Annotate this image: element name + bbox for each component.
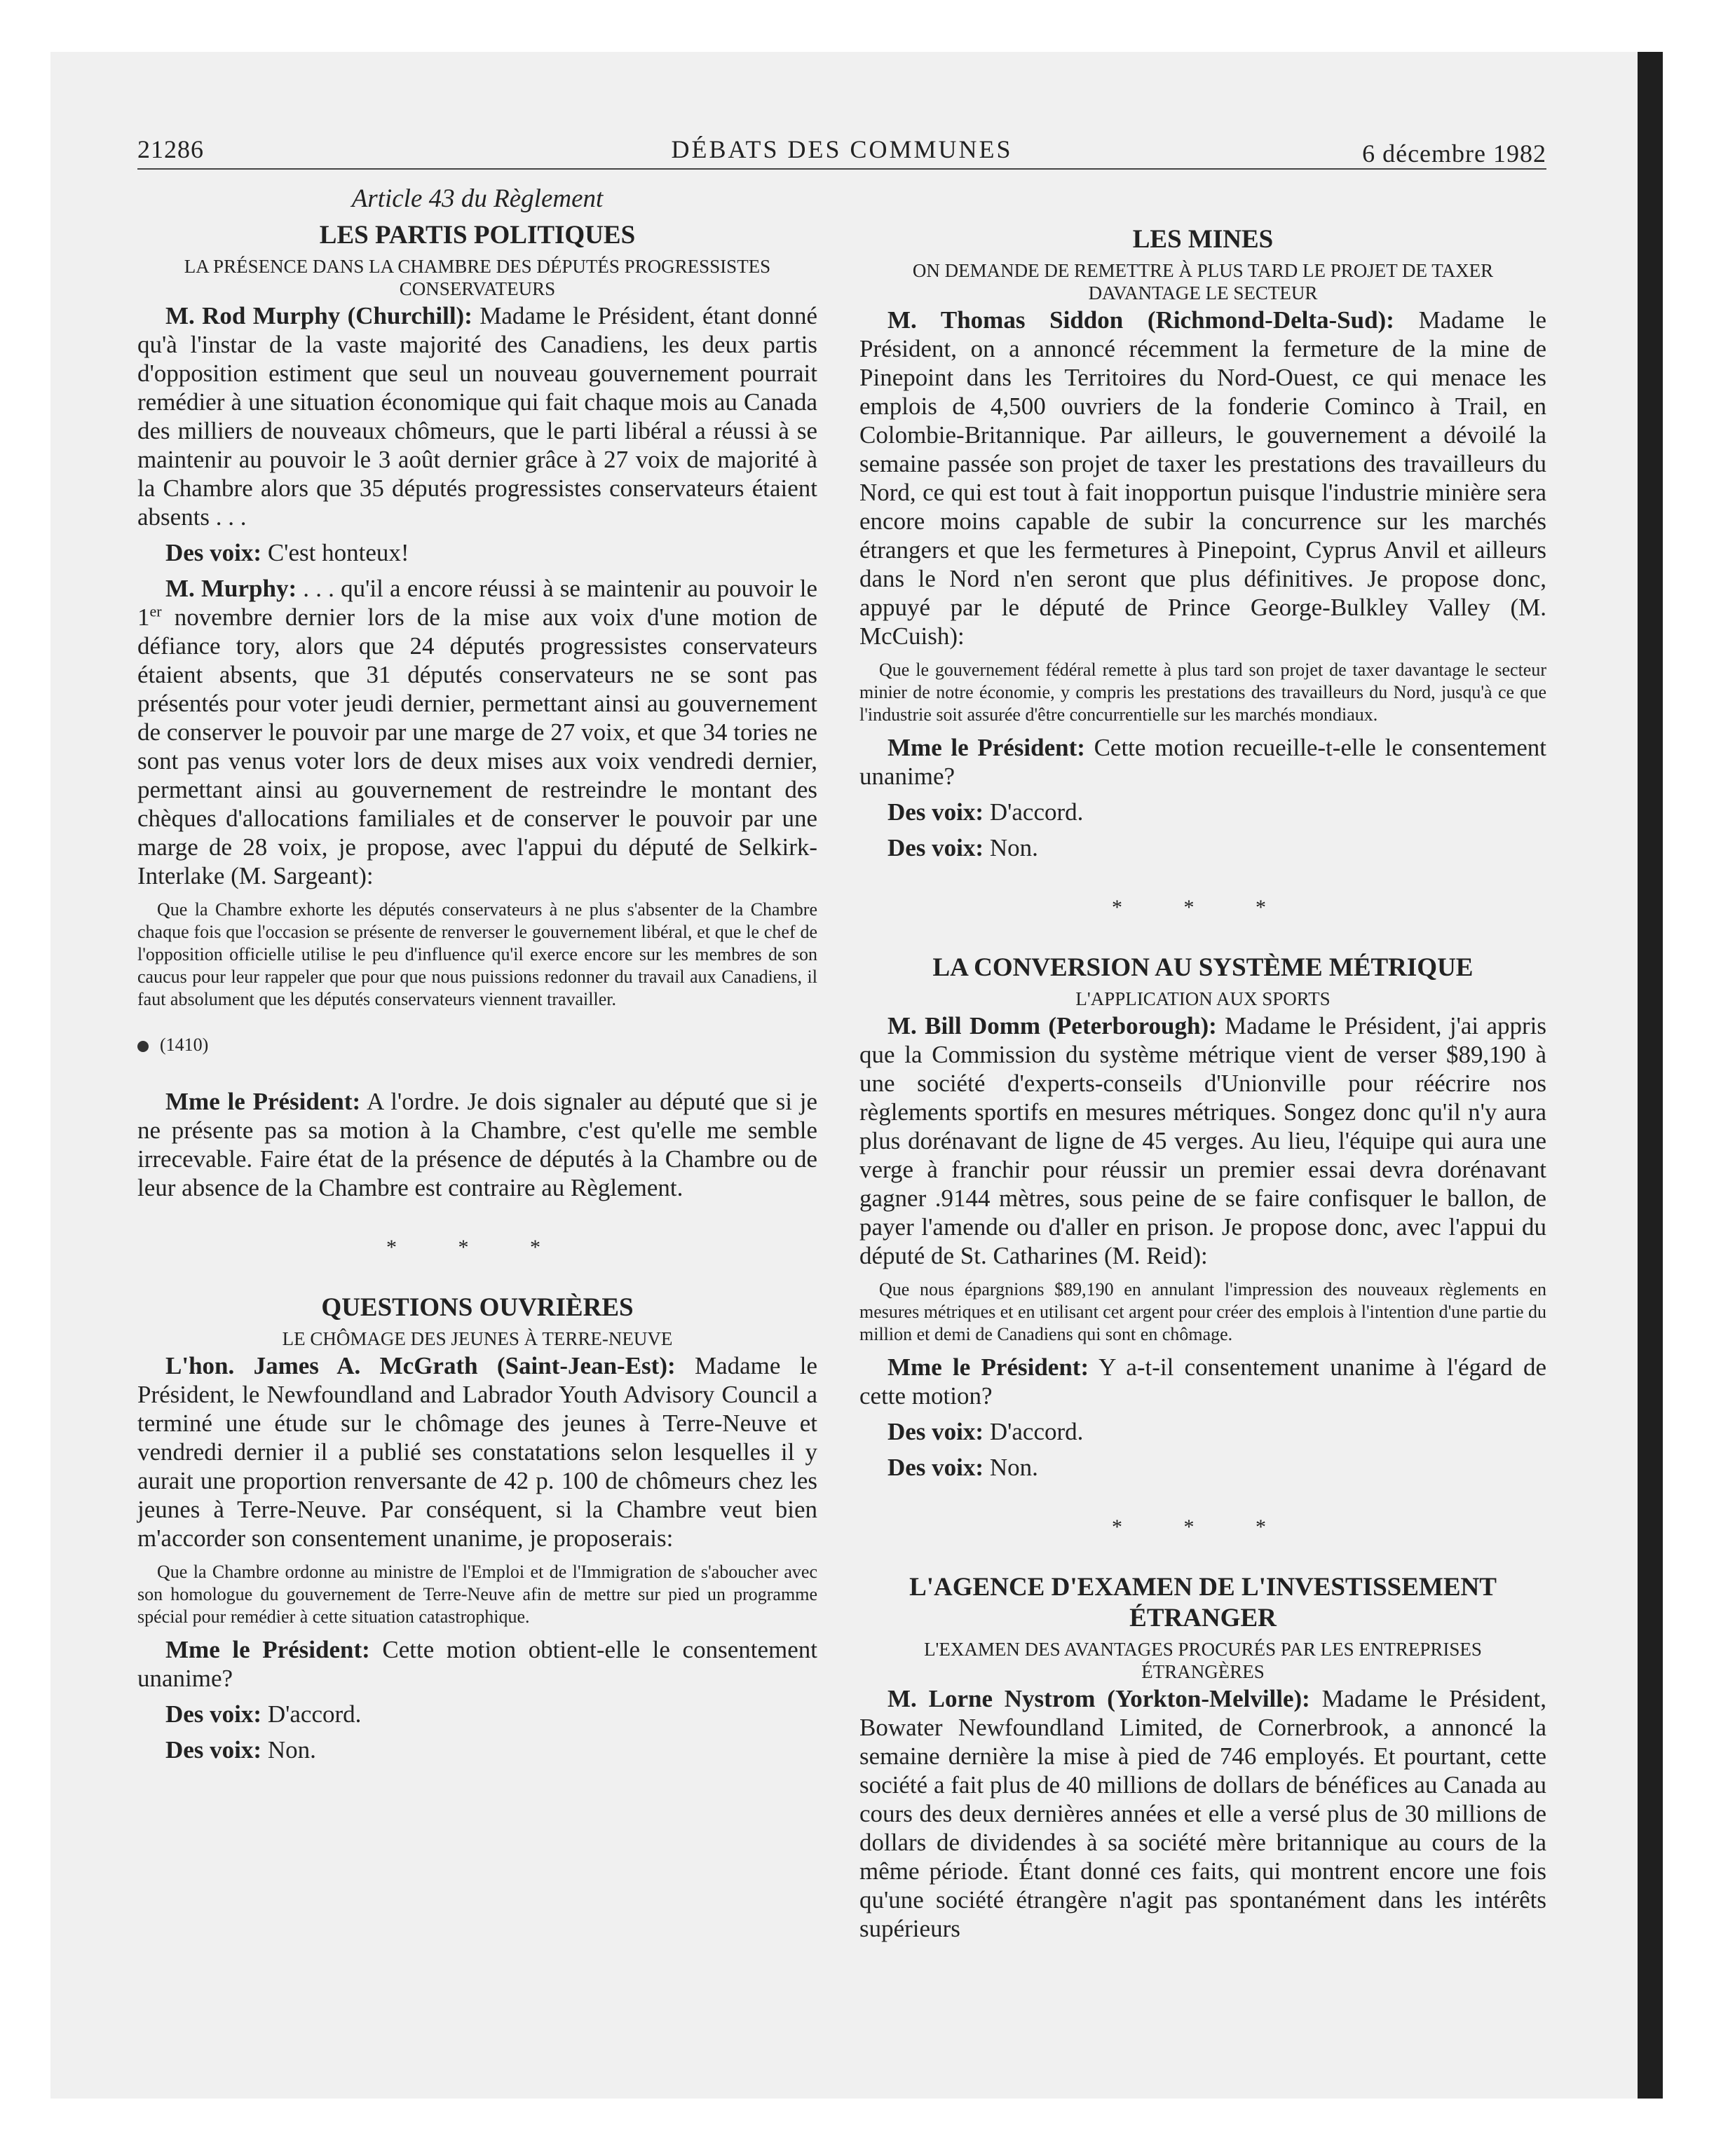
speech-paragraph bbox=[859, 1011, 1546, 1270]
speech-text: Madame le Président, j'ai appris que la Commission du système métrique vient de verser $89,190 à une société d'experts-conseils d'Unionville pour réécrire nos règlements sportifs en mesures métriques. Songez donc qu'il n'y aura plus dorénavant de ligne de 45 verges. Au lieu, l'équipe qui aura une verge à franchir pour réussir un premier essai devra dorénavant gagner .9144 mètres, sous peine de se faire confisquer le ballon, de payer l'amende ou d'aller en prison. Je propose donc, avec l'appui du député de St. Catharines (M. Reid): bbox=[859, 1012, 1546, 1269]
speaker-name: Mme le Président: bbox=[887, 734, 1085, 761]
section-separator: * * * bbox=[1112, 896, 1294, 919]
speech-text: Madame le Président, le Newfoundland and Labrador Youth Advisory Council a terminé une étude sur le chômage des jeunes à Terre-Neuve et vendredi dernier il a publié ses constatations selon lesquelles il y aurait une proportion renversante de 42 p. 100 de chômeurs chez les jeunes à Terre-Neuve. Par conséquent, si la Chambre veut bien m'accorder son consentement unanime, je proposerais: bbox=[137, 1352, 817, 1552]
speech-paragraph bbox=[859, 733, 1546, 791]
section-heading: LES PARTIS POLITIQUES bbox=[319, 221, 636, 250]
speech-text: Cette motion obtient-elle le consentement unanime? bbox=[137, 1636, 817, 1692]
section-subheading: L'APPLICATION AUX SPORTS bbox=[1075, 988, 1331, 1009]
speech-text: Cette motion recueille-t-elle le consentement unanime? bbox=[859, 734, 1546, 790]
page-header bbox=[137, 135, 1546, 170]
motion-text: Que le gouvernement fédéral remette à plus tard son projet de taxer davantage le secteur minier de notre économie, y compris les prestations des travailleurs du Nord, jusqu'à ce que l'industrie soit assurée d'être concurrentielle sur les marchés mondiaux. bbox=[859, 660, 1546, 725]
voice-text: D'accord. bbox=[984, 798, 1084, 826]
speech-paragraph bbox=[137, 1351, 817, 1553]
section-separator: * * * bbox=[1112, 1515, 1294, 1538]
voice-text: C'est honteux! bbox=[261, 539, 409, 566]
speech-paragraph bbox=[859, 306, 1546, 650]
voice-response bbox=[859, 798, 1546, 826]
speech-paragraph bbox=[137, 1087, 817, 1202]
section-heading: LA CONVERSION AU SYSTÈME MÉTRIQUE bbox=[932, 953, 1474, 982]
speech-paragraph bbox=[137, 574, 817, 890]
speaker-name: M. Bill Domm (Peterborough): bbox=[887, 1012, 1217, 1039]
voice-text: Non. bbox=[261, 1736, 316, 1763]
voice-text: D'accord. bbox=[984, 1418, 1084, 1445]
page-number: 21286 bbox=[137, 135, 204, 163]
speech-text: novembre dernier lors de la mise aux voix d'une motion de défiance tory, alors que 24 députés progressistes conservateurs étaient absents, que 31 députés conservateurs ne se sont pas présentés pour voter jeudi dernier, permettant ainsi au gouvernement de conserver le pouvoir par une marge de 27 voix, et que 34 tories ne sont pas venus voter lors de deux mises aux voix vendredi dernier, permettant ainsi au gouvernement de restreindre le montant des chèques d'allocations familiales et de conserver le pouvoir par une marge de 28 voix, je propose, avec l'appui du député de Selkirk-Interlake (M. Sargeant): bbox=[137, 603, 817, 889]
left-column bbox=[137, 184, 817, 1771]
voice-text: D'accord. bbox=[261, 1700, 362, 1728]
voice-response bbox=[137, 1735, 817, 1764]
section-subheading: ON DEMANDE DE REMETTRE À PLUS TARD LE PROJET DE TAXER DAVANTAGE LE SECTEUR bbox=[912, 260, 1494, 303]
right-column bbox=[859, 224, 1546, 1947]
header-rule bbox=[137, 168, 1546, 170]
speaker-name: Mme le Président: bbox=[887, 1353, 1089, 1381]
voice-response bbox=[859, 1453, 1546, 1482]
speech-text: Madame le Président, on a annoncé récemment la fermeture de la mine de Pinepoint dans les Territoires du Nord-Ouest, ce qui menace les emplois de 4,500 ouvriers de la fonderie Cominco à Trail, en Colombie-Britannique. Par ailleurs, le gouvernement a dévoilé la semaine passée son projet de taxer les prestations des travailleurs du Nord, ce qui est tout à fait inopportun puisque l'industrie minière sera encore moins capable de subir la concurrence sur les marchés étrangers et que les fermetures à Pinepoint, Cyprus Anvil et ailleurs dans le Nord n'en seront que plus définitives. Je propose donc, appuyé par le député de Prince George-Bulkley Valley (M. McCuish): bbox=[859, 306, 1546, 650]
speech-text: Y a-t-il consentement unanime à l'égard de cette motion? bbox=[859, 1353, 1546, 1410]
speaker-name: M. Lorne Nystrom (Yorkton-Melville): bbox=[887, 1685, 1310, 1712]
voice-response bbox=[859, 1417, 1546, 1446]
speaker-name: Des voix: bbox=[165, 1736, 262, 1763]
section-heading: L'AGENCE D'EXAMEN DE L'INVESTISSEMENT ÉTRANGER bbox=[909, 1573, 1497, 1632]
speech-text: . . . qu'il a encore réussi à se maintenir au pouvoir le 1 bbox=[137, 575, 818, 631]
section-heading: QUESTIONS OUVRIÈRES bbox=[321, 1293, 634, 1322]
section-subheading: L'EXAMEN DES AVANTAGES PROCURÉS PAR LES ENTREPRISES ÉTRANGÈRES bbox=[924, 1639, 1482, 1682]
section-subheading: LA PRÉSENCE DANS LA CHAMBRE DES DÉPUTÉS PROGRESSISTES CONSERVATEURS bbox=[184, 256, 771, 299]
voice-response bbox=[137, 1700, 817, 1728]
speaker-name: Des voix: bbox=[887, 798, 984, 826]
superscript: er bbox=[149, 602, 162, 620]
issue-date: 6 décembre 1982 bbox=[1362, 139, 1546, 168]
speaker-name: Des voix: bbox=[887, 834, 984, 861]
speaker-name: M. Rod Murphy (Churchill): bbox=[165, 302, 472, 329]
voice-text: Non. bbox=[984, 834, 1038, 861]
speech-paragraph bbox=[859, 1353, 1546, 1410]
section-heading: LES MINES bbox=[1132, 225, 1274, 254]
motion-text: Que nous épargnions $89,190 en annulant l'impression des nouveaux règlements en mesures métriques et en utilisant cet argent pour créer des emplois à l'intention d'une partie du million et demi de Canadiens qui sont en chômage. bbox=[859, 1279, 1546, 1344]
speech-paragraph bbox=[137, 301, 817, 531]
speech-text: Madame le Président, étant donné qu'à l'instar de la vaste majorité des Canadiens, les deux partis d'opposition estiment que seul un nouveau gouvernement pourrait remédier à une situation économique qui fait chaque mois au Canada des milliers de nouveaux chômeurs, que le parti libéral a réussi à se maintenir au pouvoir le 3 août dernier grâce à 27 voix de majorité à la Chambre alors que 35 députés progressistes conservateurs étaient absents . . . bbox=[137, 302, 817, 531]
speech-text: Madame le Président, Bowater Newfoundland Limited, de Cornerbrook, a annoncé la semaine dernière la mise à pied de 746 employés. Et pourtant, cette société a fait plus de 40 millions de dollars de bénéfices au Canada au cours des deux dernières années et elle a versé plus de 30 millions de dollars de dividendes à sa société mère britannique au cours de la même période. Étant donné ces faits, qui montrent encore une fois qu'une société étrangère n'agit pas spontanément dans les intérêts supérieurs bbox=[859, 1685, 1546, 1942]
timestamp bbox=[137, 1030, 817, 1059]
speech-paragraph bbox=[859, 1684, 1546, 1943]
motion-text: Que la Chambre ordonne au ministre de l'Emploi et de l'Immigration de s'aboucher avec son homologue du gouvernement de Terre-Neuve afin de mettre sur pied un programme spécial pour remédier à cette situation catastrophique. bbox=[137, 1562, 817, 1627]
speaker-name: Mme le Président: bbox=[165, 1636, 370, 1663]
speaker-name: M. Thomas Siddon (Richmond-Delta-Sud): bbox=[887, 306, 1394, 334]
voice-response bbox=[859, 833, 1546, 862]
bullet-icon bbox=[137, 1041, 149, 1052]
speaker-name: Des voix: bbox=[165, 539, 262, 566]
speaker-name: L'hon. James A. McGrath (Saint-Jean-Est): bbox=[165, 1352, 676, 1379]
voice-text: Non. bbox=[984, 1454, 1038, 1481]
publication-title: DÉBATS DES COMMUNES bbox=[671, 135, 1013, 163]
speaker-name: Des voix: bbox=[887, 1418, 984, 1445]
rule-reference: Article 43 du Règlement bbox=[351, 184, 604, 213]
speech-text: A l'ordre. Je dois signaler au député que si je ne présente pas sa motion à la Chambre, c'est qu'elle me semble irrecevable. Faire état de la présence de députés à la Chambre ou de leur absence de la Chambre est contraire au Règlement. bbox=[137, 1088, 817, 1201]
motion-text: Que la Chambre exhorte les députés conservateurs à ne plus s'absenter de la Chambre chaque fois que l'occasion se présente de renverser le gouvernement libéral, et que le chef de l'opposition officielle utilise le peu d'influence qu'il exerce encore sur les membres de son caucus pour leur rappeler que pour que nous puissions redonner du travail aux Canadiens, il faut absolument que les députés conservateurs viennent travailler. bbox=[137, 899, 817, 1009]
section-separator: * * * bbox=[386, 1236, 569, 1259]
speaker-name: Des voix: bbox=[165, 1700, 262, 1728]
timestamp-text: (1410) bbox=[160, 1035, 209, 1055]
voice-response bbox=[137, 538, 817, 567]
speaker-name: Des voix: bbox=[887, 1454, 984, 1481]
scan-edge-shadow bbox=[1638, 52, 1663, 2099]
speech-paragraph bbox=[137, 1635, 817, 1693]
speaker-name: M. Murphy: bbox=[165, 575, 297, 602]
speaker-name: Mme le Président: bbox=[165, 1088, 361, 1115]
section-subheading: LE CHÔMAGE DES JEUNES À TERRE-NEUVE bbox=[282, 1328, 673, 1349]
